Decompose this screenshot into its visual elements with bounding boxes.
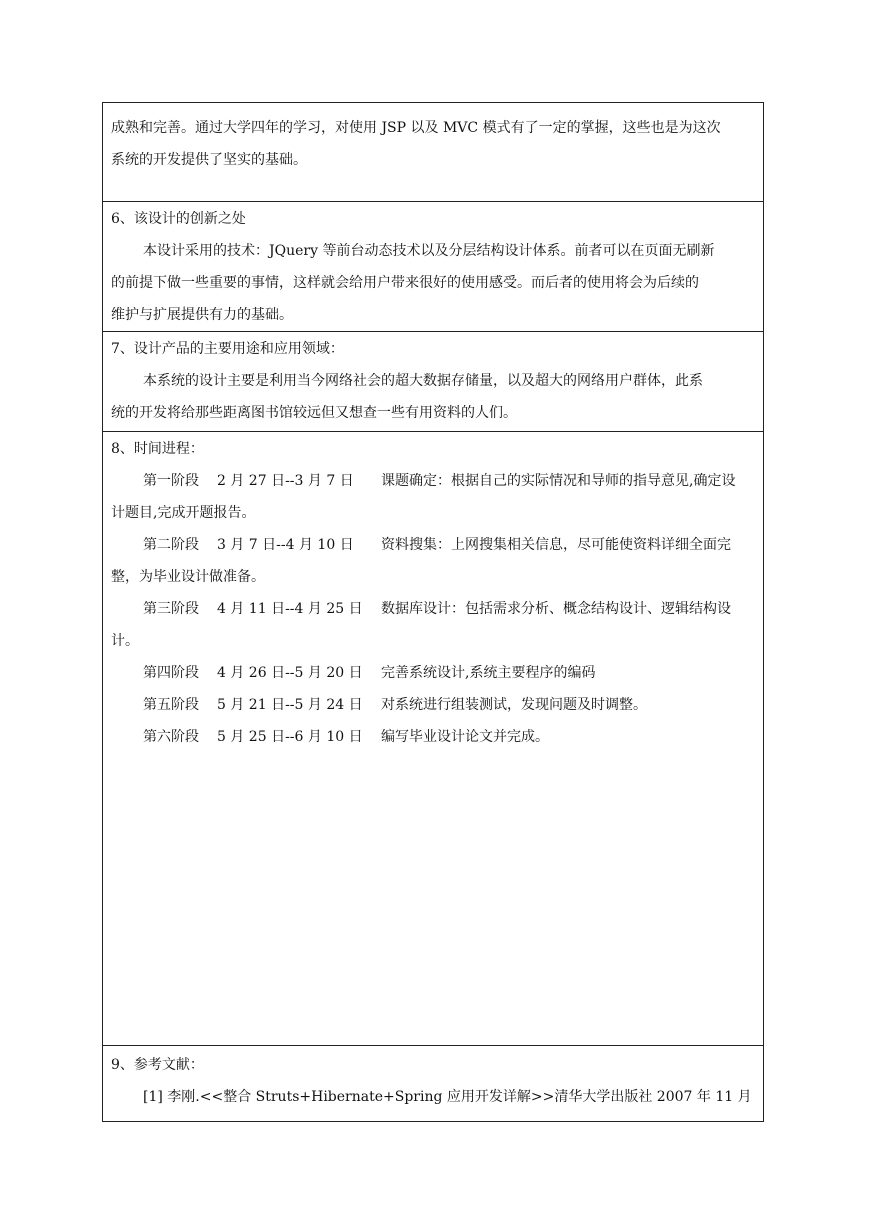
section-7-cell bbox=[103, 331, 763, 431]
section-9-cell bbox=[103, 1045, 763, 1121]
stage-desc: 编写毕业设计论文并完成。 bbox=[381, 729, 549, 745]
paragraph-line: 的前提下做一些重要的事情，这样就会给用户带来很好的使用感受。而后者的使用将会为后续的 bbox=[111, 275, 699, 291]
stage-name: 第五阶段 bbox=[143, 697, 199, 713]
reference-item: [1] 李刚.<<整合 Struts+Hibernate+Spring 应用开发详解>>清华大学出版社 2007 年 11 月 bbox=[143, 1089, 752, 1105]
stage-desc: 资料搜集：上网搜集相关信息，尽可能使资料详细全面完 bbox=[381, 537, 731, 553]
section-7-heading: 7、设计产品的主要用途和应用领域： bbox=[111, 341, 344, 357]
stage-dates: 4 月 11 日--4 月 25 日 bbox=[217, 601, 363, 617]
stage-desc: 课题确定：根据自己的实际情况和导师的指导意见,确定设 bbox=[381, 473, 736, 489]
paragraph-line: 统的开发将给那些距离图书馆较远但又想查一些有用资料的人们。 bbox=[111, 405, 517, 421]
stage-dates: 4 月 26 日--5 月 20 日 bbox=[217, 665, 363, 681]
stage-line bbox=[103, 465, 763, 497]
stage-line bbox=[103, 657, 763, 689]
paragraph-line: 本系统的设计主要是利用当今网络社会的超大数据存储量，以及超大的网络用户群体，此系 bbox=[143, 373, 703, 389]
stage-name: 第三阶段 bbox=[143, 601, 199, 617]
stage-continuation: 整，为毕业设计做准备。 bbox=[111, 569, 265, 585]
stage-continuation: 计题目,完成开题报告。 bbox=[111, 505, 256, 521]
section-9-heading: 9、参考文献： bbox=[111, 1057, 204, 1073]
stage-name: 第六阶段 bbox=[143, 729, 199, 745]
stage-dates: 2 月 27 日--3 月 7 日 bbox=[217, 473, 354, 489]
paragraph-line: 成熟和完善。通过大学四年的学习，对使用 JSP 以及 MVC 模式有了一定的掌握，这些也是为这次 bbox=[111, 120, 721, 136]
stage-line bbox=[103, 529, 763, 561]
stage-dates: 5 月 25 日--6 月 10 日 bbox=[217, 729, 363, 745]
stage-continuation: 计。 bbox=[111, 633, 139, 649]
stage-name: 第四阶段 bbox=[143, 665, 199, 681]
section-8-cell bbox=[103, 431, 763, 1045]
stage-name: 第一阶段 bbox=[143, 473, 199, 489]
proposal-table bbox=[102, 102, 764, 1122]
stage-desc: 数据库设计：包括需求分析、概念结构设计、逻辑结构设 bbox=[381, 601, 731, 617]
section-8-heading: 8、时间进程： bbox=[111, 441, 204, 457]
stage-line bbox=[103, 689, 763, 721]
stage-dates: 5 月 21 日--5 月 24 日 bbox=[217, 697, 363, 713]
stage-name: 第二阶段 bbox=[143, 537, 199, 553]
section-continued-cell bbox=[103, 103, 763, 201]
stage-dates: 3 月 7 日--4 月 10 日 bbox=[217, 537, 354, 553]
stage-line bbox=[103, 721, 763, 753]
section-6-heading: 6、该设计的创新之处 bbox=[111, 211, 246, 227]
stage-line bbox=[103, 593, 763, 625]
paragraph-line: 维护与扩展提供有力的基础。 bbox=[111, 307, 293, 323]
paragraph-line: 本设计采用的技术：JQuery 等前台动态技术以及分层结构设计体系。前者可以在页面无刷新 bbox=[143, 243, 715, 259]
stage-desc: 完善系统设计,系统主要程序的编码 bbox=[381, 665, 596, 681]
paragraph-line: 系统的开发提供了坚实的基础。 bbox=[111, 152, 307, 168]
stage-desc: 对系统进行组装测试，发现问题及时调整。 bbox=[381, 697, 647, 713]
section-6-cell bbox=[103, 201, 763, 331]
